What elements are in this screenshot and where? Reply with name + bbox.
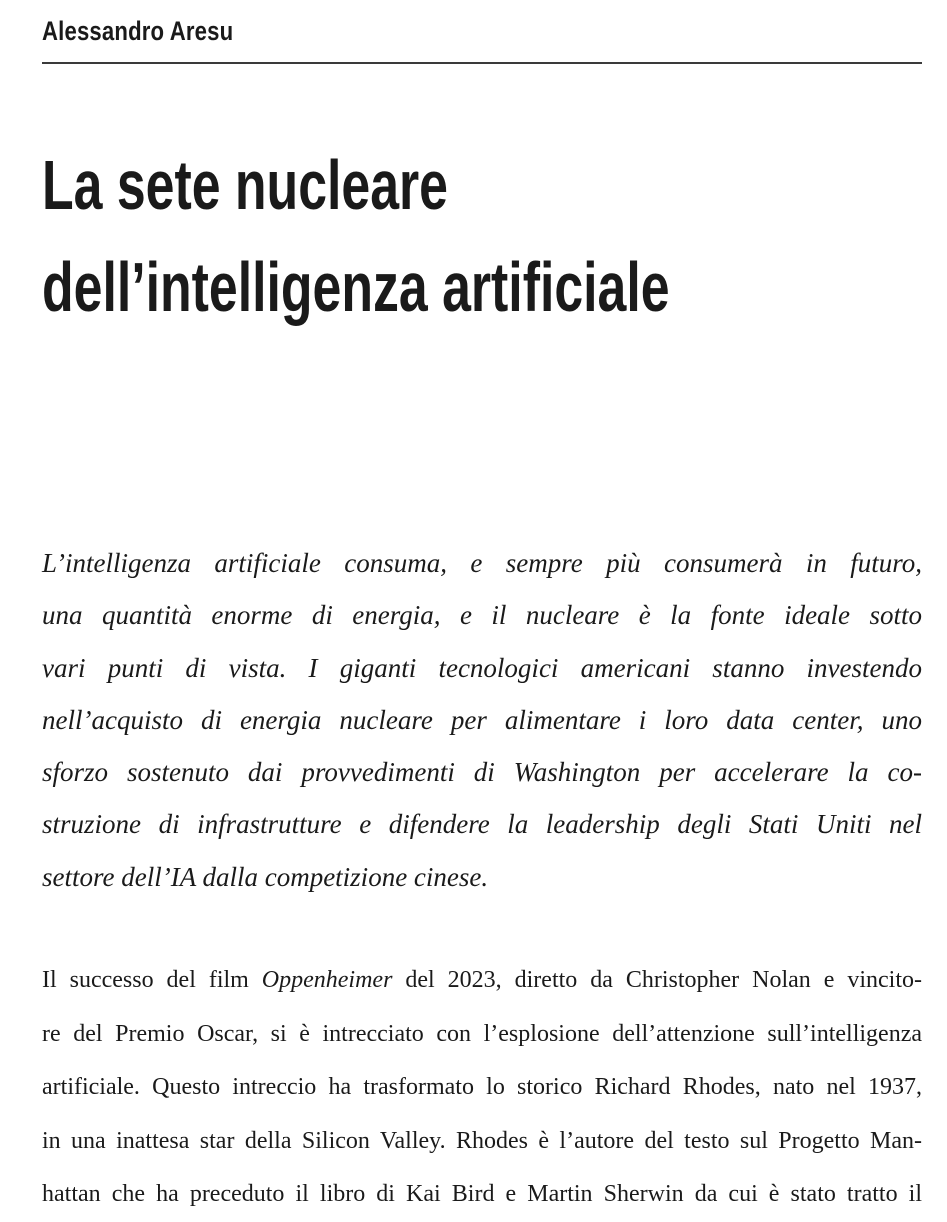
title-line-2: dell’intelligenza artificiale <box>42 248 670 326</box>
author-name: Alessandro Aresu <box>42 16 234 46</box>
body-line: re del Premio Oscar, si è intrecciato con l’esplosione dell’attenzione sull’intelligenza <box>42 1020 922 1047</box>
abstract-line: una quantità enorme di energia, e il nucleare è la fonte ideale sotto <box>42 600 922 631</box>
body-line: hattan che ha preceduto il libro di Kai Bird e Martin Sherwin da cui è stato tratto il <box>42 1181 922 1207</box>
body-text-segment: Il successo del film <box>42 967 262 993</box>
abstract-line: struzione di infrastrutture e difendere la leadership degli Stati Uniti nel <box>42 809 922 840</box>
body-line: in una inattesa star della Silicon Valley. Rhodes è l’autore del testo sul Progetto Man- <box>42 1127 922 1154</box>
body-line <box>42 954 922 1008</box>
abstract-line: nell’acquisto di energia nucleare per alimentare i loro data center, uno <box>42 704 922 735</box>
abstract-line: settore dell’IA dalla competizione cinese. <box>42 861 489 892</box>
body-line: artificiale. Questo intreccio ha trasformato lo storico Richard Rhodes, nato nel 1937, <box>42 1074 922 1100</box>
abstract-line: sforzo sostenuto dai provvedimenti di Washington per accelerare la co- <box>42 757 922 788</box>
body-text-segment: del 2023, diretto da Christopher Nolan e vincito- <box>392 967 922 993</box>
header-rule <box>42 62 922 64</box>
article-abstract <box>42 537 922 903</box>
article-body <box>42 954 922 1222</box>
abstract-line: vari punti di vista. I giganti tecnologici americani stanno investendo <box>42 652 922 683</box>
film-title: Oppenheimer <box>261 967 393 993</box>
article-title <box>42 134 670 338</box>
title-line-1: La sete nucleare <box>42 146 448 224</box>
abstract-line: L’intelligenza artificiale consuma, e sempre più consumerà in futuro, <box>42 548 922 578</box>
